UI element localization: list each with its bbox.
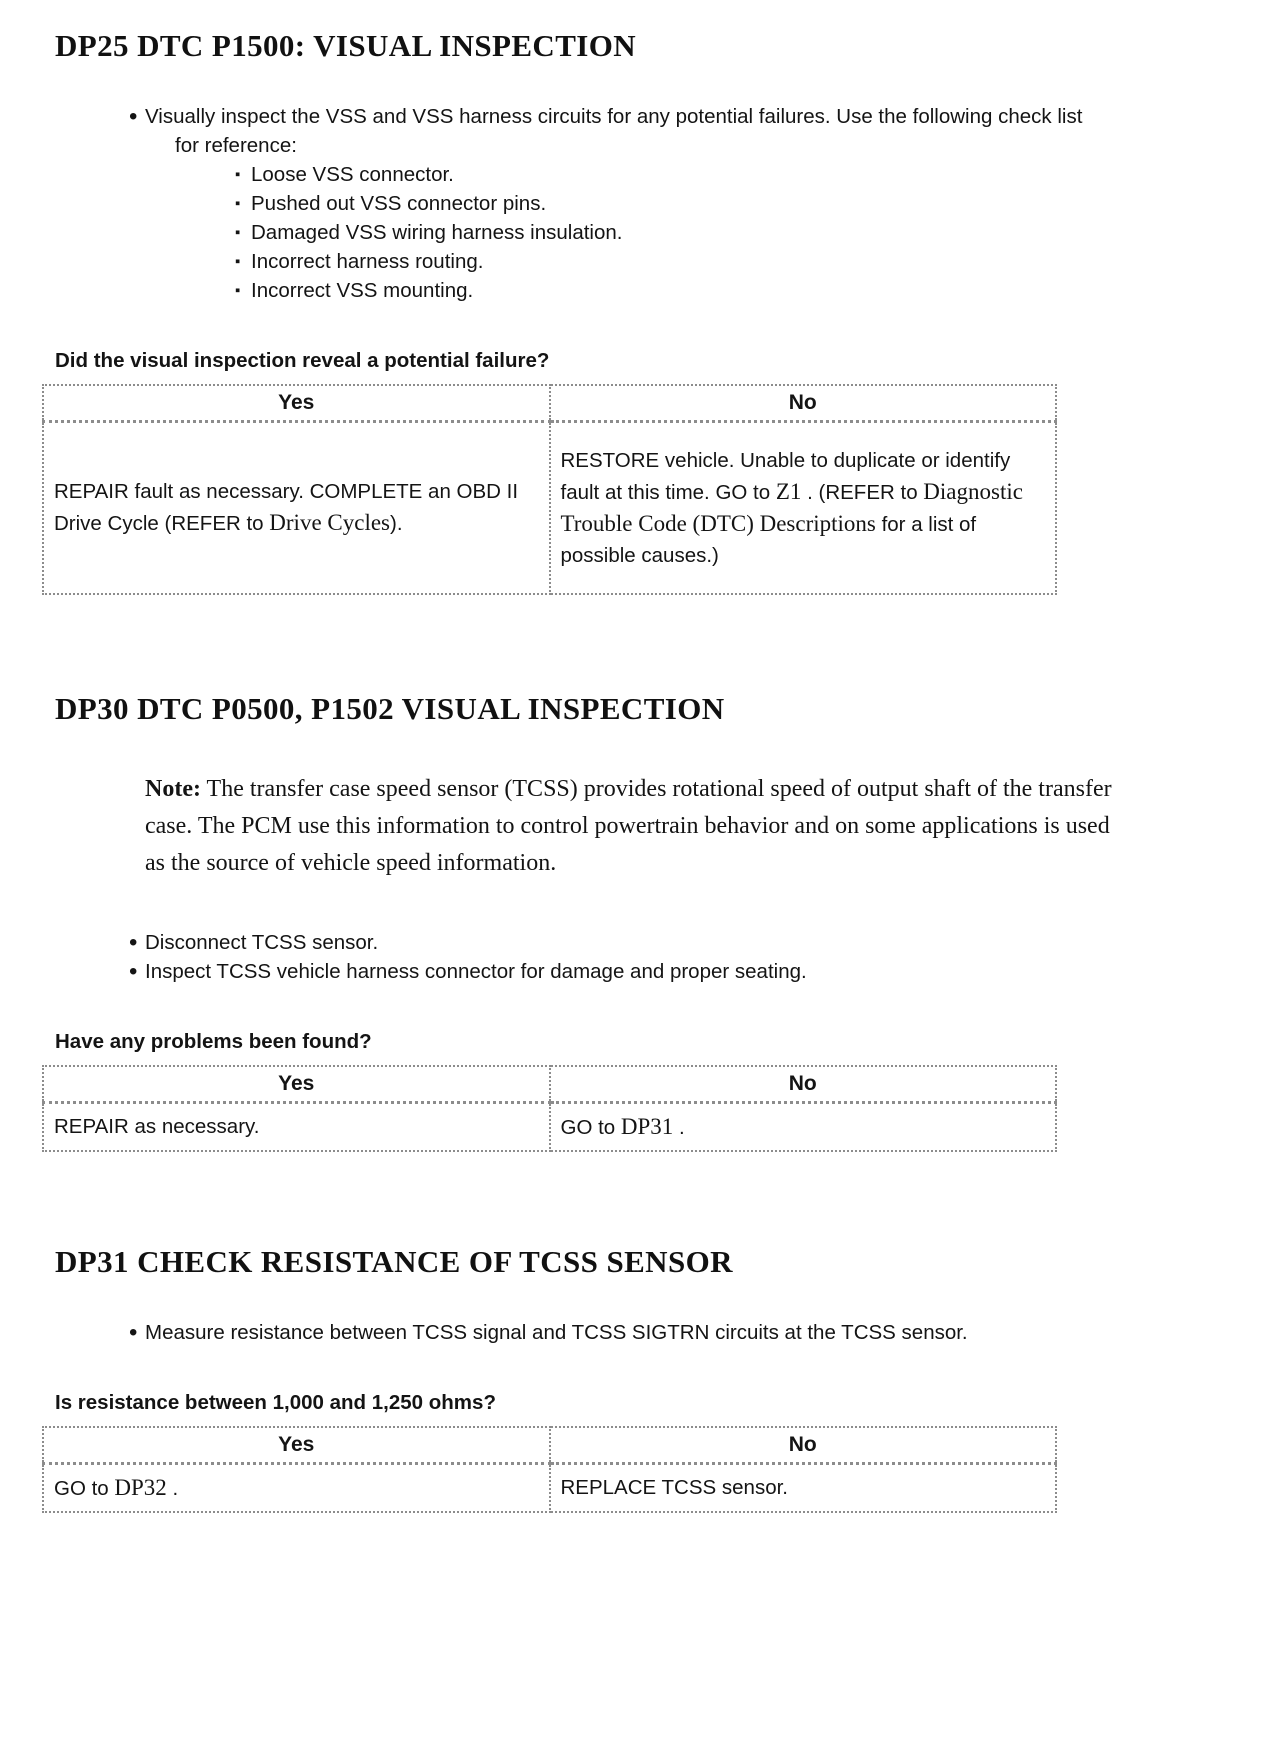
yes-cell-text: . <box>166 1476 179 1500</box>
dp30-bullet-list <box>127 928 1209 986</box>
dp30-note <box>145 771 1135 882</box>
no-cell <box>550 1102 1057 1151</box>
yes-cell-text: REPAIR fault as necessary. COMPLETE an OBD II Drive Cycle (REFER to <box>54 480 519 536</box>
dp25-checklist <box>251 160 1087 305</box>
checklist-item: ▪ Damaged VSS wiring harness insulation. <box>265 218 1087 247</box>
table-header-row <box>43 1066 1056 1103</box>
yes-column-header: Yes <box>43 1066 550 1103</box>
checklist-item: ▪ Incorrect VSS mounting. <box>265 276 1087 305</box>
link-dp31[interactable]: DP31 <box>620 1113 674 1139</box>
dp31-heading: DP31 CHECK RESISTANCE OF TCSS SENSOR <box>55 1243 733 1279</box>
link-dtc-descriptions[interactable]: Diagnostic Trouble Code (DTC) Descriptions <box>560 478 1023 536</box>
no-cell-text: for a list of possible causes.) <box>560 512 977 567</box>
no-cell-text: GO to <box>560 1115 621 1139</box>
dp30-question: Have any problems been found? <box>55 1029 372 1053</box>
checklist-item: ▪ Loose VSS connector. <box>265 160 1087 189</box>
no-cell-text: RESTORE vehicle. Unable to duplicate or identify fault at this time. GO to <box>560 448 1011 504</box>
no-column-header: No <box>550 385 1057 422</box>
note-text: The transfer case speed sensor (TCSS) provides rotational speed of output shaft of the transfer case. The PCM use this information to control powertrain behavior and on some applications is used as the source of vehicle speed information. <box>145 775 1112 876</box>
section-dp31 <box>55 1244 1209 1513</box>
yes-cell <box>43 1463 550 1512</box>
bullet-item: • Measure resistance between TCSS signal and TCSS SIGTRN circuits at the TCSS sensor. <box>127 1318 1087 1347</box>
table-header-row <box>43 385 1056 422</box>
yes-column-header: Yes <box>43 385 550 422</box>
dp31-decision-table <box>42 1426 1057 1513</box>
checklist-item: ▪ Pushed out VSS connector pins. <box>265 189 1087 218</box>
dp25-question: Did the visual inspection reveal a potential failure? <box>55 349 550 372</box>
table-header-row <box>43 1427 1056 1464</box>
no-column-header: No <box>550 1427 1057 1464</box>
bullet-item: • Inspect TCSS vehicle harness connector for damage and proper seating. <box>127 957 1087 986</box>
section-dp30 <box>55 691 1209 1152</box>
note-label: Note: <box>145 775 201 802</box>
no-cell-text: . (REFER to <box>801 480 924 504</box>
yes-cell: REPAIR as necessary. <box>43 1102 550 1151</box>
bullet-item <box>127 102 1087 305</box>
table-row <box>43 1463 1056 1512</box>
no-cell-text: . <box>673 1115 685 1139</box>
dp25-bullet-list <box>127 102 1209 305</box>
dp25-heading: DP25 DTC P1500: VISUAL INSPECTION <box>55 28 637 63</box>
yes-cell-text: ). <box>390 512 403 536</box>
no-cell: REPLACE TCSS sensor. <box>550 1463 1057 1512</box>
link-drive-cycles[interactable]: Drive Cycles <box>269 510 390 536</box>
dp25-decision-table <box>42 384 1057 595</box>
dp31-bullet-list <box>127 1318 1209 1347</box>
bullet-item: • Disconnect TCSS sensor. <box>127 928 1087 957</box>
no-cell <box>550 422 1057 594</box>
link-dp32[interactable]: DP32 <box>114 1474 167 1500</box>
table-row <box>43 1102 1056 1151</box>
table-row <box>43 422 1056 594</box>
yes-column-header: Yes <box>43 1427 550 1464</box>
yes-cell-text: GO to <box>54 1476 115 1500</box>
dp30-decision-table <box>42 1065 1057 1152</box>
no-column-header: No <box>550 1066 1057 1103</box>
section-dp25 <box>55 28 1209 595</box>
dp31-question: Is resistance between 1,000 and 1,250 ohms? <box>55 1390 496 1414</box>
dp30-heading: DP30 DTC P0500, P1502 VISUAL INSPECTION <box>55 690 725 726</box>
yes-cell <box>43 422 550 594</box>
dp25-intro-text: Visually inspect the VSS and VSS harness circuits for any potential failures. Use the following check list for reference: <box>145 105 1083 157</box>
checklist-item: ▪ Incorrect harness routing. <box>265 247 1087 276</box>
link-z1[interactable]: Z1 <box>775 478 802 504</box>
